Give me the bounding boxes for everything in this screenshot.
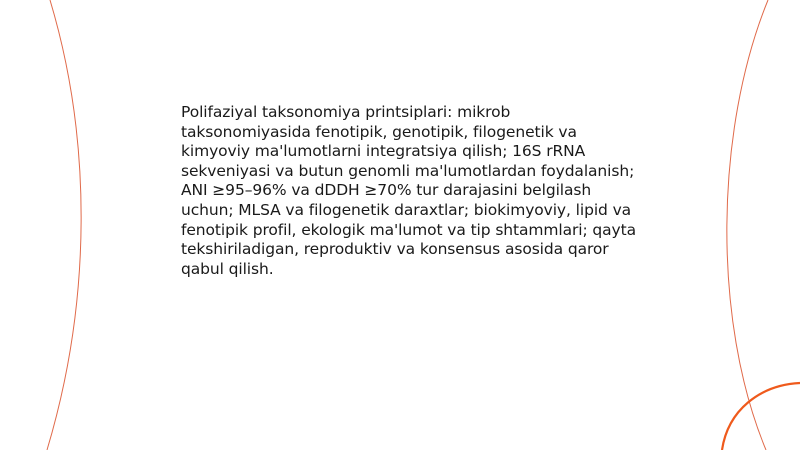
slide-body-text: Polifaziyal taksonomiya printsiplari: mikrob taksonomiyasida fenotipik, genotipik, filogenetik va kimyoviy ma'lumotlarni integratsiya qilish; 16S rRNA sekveniyasi va butun genomli ma'lumotlardan foydalanish; ANI ≥95–96% va dDDH ≥70% tur darajasini belgilash uchun; MLSA va filogenetik daraxtlar; biokimyoviy, lipid va fenotipik profil, ekologik ma'lumot va tip shtammlari; qayta tekshiriladigan, reproduktiv va konsensus asosida qaror qabul qilish. [181, 103, 637, 278]
right-arc [727, 0, 768, 450]
left-arc [47, 0, 81, 450]
corner-accent-arc [722, 383, 800, 450]
